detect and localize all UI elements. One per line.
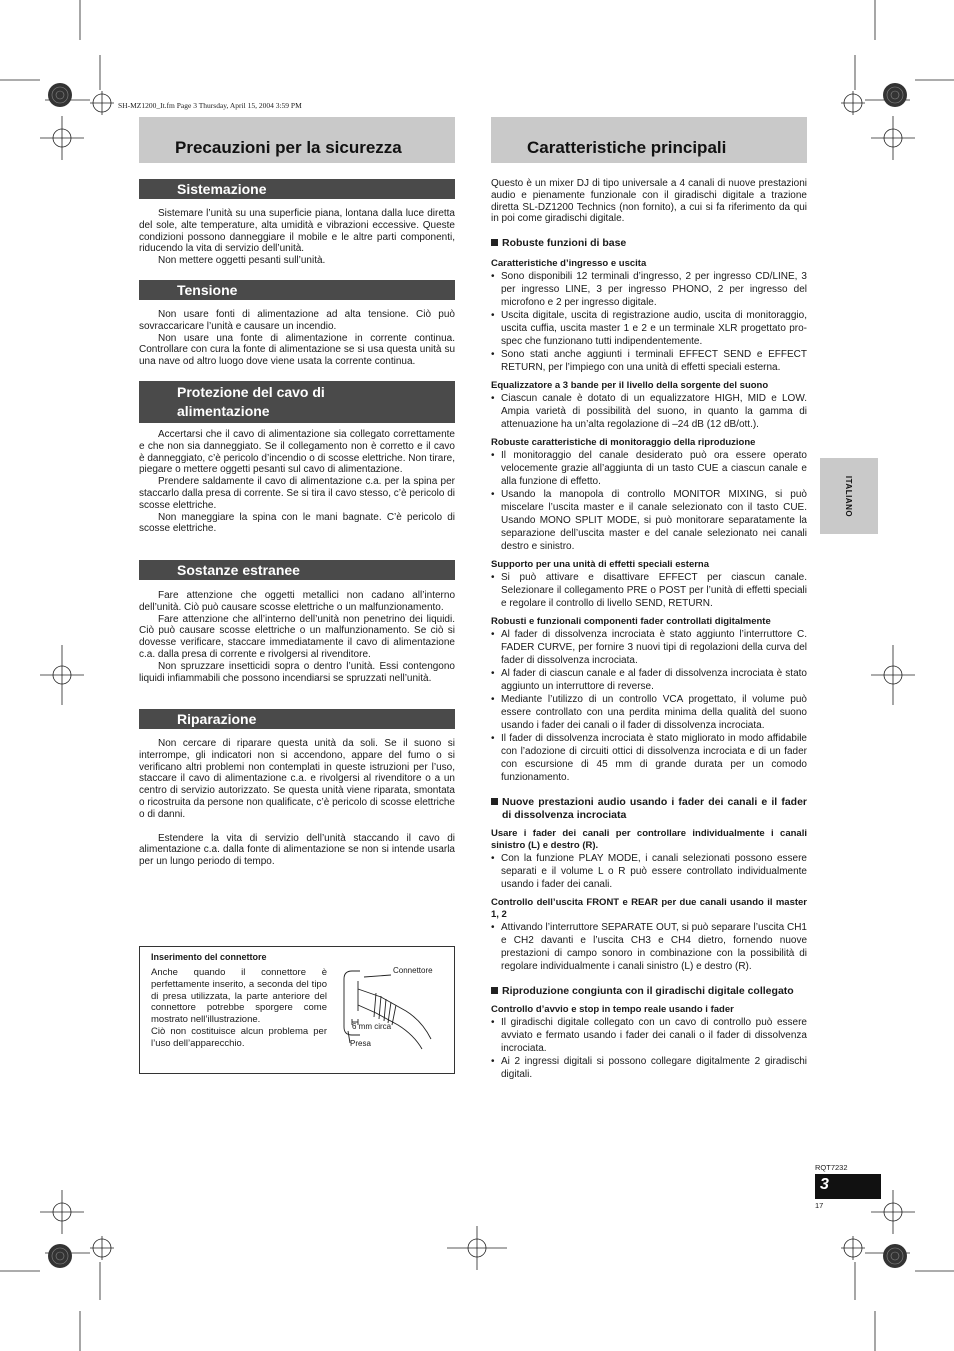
feature-heading-new-audio xyxy=(491,796,807,822)
list-item: • Usando la manopola di controllo MONITOR MIXING, si può miscelare l’uscita master e il canale selezionato con il tasto CUE. Usando MONO SPLIT MODE, si può monitorare separatamente la separazione dell’uscita master e del canale selezionato nei canali destro e sinistro. xyxy=(491,488,807,553)
list-item: • Il giradischi digitale collegato con un cavo di controllo può essere avviato e fermato usando i fader dei canali o il fader di dissolvenza incrociata. xyxy=(491,1016,807,1055)
page-title-safety: Precauzioni per la sicurezza xyxy=(175,138,402,157)
list-item: • Con la funzione PLAY MODE, i canali selezionati possono essere separati e il volume L o R può essere controllato individualmente usando i fader dei canali. xyxy=(491,852,807,891)
language-tab xyxy=(820,458,878,534)
paragraph: Non maneggiare la spina con le mani bagnate. C’è pericolo di scosse elettriche. xyxy=(139,511,455,535)
list-item: • Attivando l’interruttore SEPARATE OUT, si può separare l’uscita CH1 e CH2 davanti e l’uscita CH3 e CH4 dietro, fornendo nuove prestazioni di campo sonoro in combinazione con la possibilità di regolare individualmente i canali sinistro (L) e destro (R). xyxy=(491,921,807,973)
label-socket: Presa xyxy=(350,1039,371,1048)
doc-code: RQT7232 xyxy=(815,1163,848,1172)
section-heading-text: Protezione del cavo di alimentazione xyxy=(177,384,325,419)
paragraph: Estendere la vita di servizio dell’unità staccando il cavo di alimentazione c.a. dalla fonte di alimentazione se non si intende usarla per un lungo periodo di tempo. xyxy=(139,832,455,868)
page-number: 3 xyxy=(820,1176,829,1193)
paragraph: Prendere saldamente il cavo di alimentazione c.a. per la spina per staccarlo dalla presa di corrente. Se si tira il cavo stesso, c’è pericolo di scosse elettriche. xyxy=(139,476,455,511)
subheading-channel-faders: Usare i fader dei canali per controllare individualmente i canali sinistro (L) e destro (R). xyxy=(491,828,807,852)
label-connector: Connettore xyxy=(393,966,433,975)
label-distance: 6 mm circa xyxy=(352,1022,392,1031)
list-item: • Mediante l’utilizzo di un controllo VCA progettato, il volume può essere controllato con una perdita minima della qualità del suono usando i fader dei canali o il fader di dissolvenza incrociata. xyxy=(491,693,807,732)
bullet-square-icon xyxy=(491,987,498,994)
list-item: • Al fader di ciascun canale e al fader di dissolvenza incrociata è stato aggiunto un interruttore di reverse. xyxy=(491,667,807,693)
list-item: • Uscita digitale, uscita di registrazione audio, uscita di monitoraggio, uscita cuffia, uscita master 1 e 2 e un terminale XLR progettato pro-spec che funzionano tutti indipendentemente. xyxy=(491,309,807,348)
features-content xyxy=(491,178,807,1081)
section-body-placement xyxy=(139,208,455,267)
section-heading-cord-protection xyxy=(139,381,455,423)
list-item: • Il fader di dissolvenza incrociata è stato migliorato in modo affidabile con l’adozione di circuiti ottici di dissolvenza incrociata e di un fader con escursione di 45 mm di grande durata per un comodo funzionamento. xyxy=(491,732,807,784)
paragraph: Non mettere oggetti pesanti sull’unità. xyxy=(158,255,326,267)
paragraph: Non cercare di riparare questa unità da soli. Se il suono si interrompe, gli indicatori non si accendono, appare del fumo o si verificano altri problemi non contemplati in queste istruzioni per l’uso, staccare il cavo di alimentazione c.a. e rivolgersi al rivenditore o a un centro di servizio autorizzato. Se questa unità viene riparata, smontata o ricostruita da persone non qualificate, c’è pericolo di scosse elettriche o di danni. xyxy=(139,738,455,820)
feature-heading-text: Riproduzione congiunta con il giradischi digitale collegato xyxy=(502,985,794,998)
feature-heading-basic xyxy=(491,237,807,250)
list-item: • Si può attivare e disattivare EFFECT per ciascun canale. Selezionare il collegamento PRE o POST per l’unità di effetti speciali e regolare il controllo di livello SEND, RETURN. xyxy=(491,571,807,610)
note-text-2: Ciò non costituisce alcun problema per l’uso dell’apparecchio. xyxy=(151,1025,327,1049)
list-item: • Ai 2 ingressi digitali si possono collegare digitalmente 2 giradischi digitali. xyxy=(491,1055,807,1081)
page-title-features: Caratteristiche principali xyxy=(527,138,727,157)
list-item: • Al fader di dissolvenza incrociata è stato aggiunto l’interruttore C. FADER CURVE, per fornire 3 nuovi tipi di regolazioni della curva del fader di dissolvenza incrociata. xyxy=(491,628,807,667)
subheading-monitoring: Robuste caratteristiche di monitoraggio della riproduzione xyxy=(491,437,756,449)
paragraph: Non spruzzare insetticidi sopra o dentro l’unità. Essi contengono liquidi infiammabili che possono incendiarsi se spruzzati nell’unità. xyxy=(139,660,455,684)
paragraph: Sistemare l’unità su una superficie piana, lontana dalla luce diretta del sole, alte temperature, alta umidità e vibrazioni eccessive. Queste condizioni possono danneggiare il mobile e le altre parti componenti, riducendo la vita di servizio dell’unità. xyxy=(139,208,455,255)
language-tab-label: ITALIANO xyxy=(844,475,854,517)
section-heading-repair: Riparazione xyxy=(139,709,455,729)
feature-heading-turntable xyxy=(491,985,807,998)
subheading-faders: Robusti e funzionali componenti fader controllati digitalmente xyxy=(491,616,771,628)
paragraph: Accertarsi che il cavo di alimentazione sia collegato correttamente e che non sia danneggiato. Se il collegamento non è corretto e il cavo è danneggiato, c’è pericolo d’incendio o di scosse elettriche. Non tirare, piegare o mettere oggetti pesanti sul cavo di alimentazione. xyxy=(139,429,455,476)
section-heading-foreign-matter: Sostanze estranee xyxy=(139,560,455,580)
bullet-square-icon xyxy=(491,798,498,805)
list-item: • Sono stati anche aggiunti i terminali EFFECT SEND e EFFECT RETURN, per l’impiego con una unità di effetti speciali esterna. xyxy=(491,348,807,374)
subheading-io: Caratteristiche d’ingresso e uscita xyxy=(491,258,647,270)
note-body xyxy=(151,967,327,1050)
list-effects xyxy=(491,571,807,610)
subheading-front-rear: Controllo dell’uscita FRONT e REAR per due canali usando il master 1, 2 xyxy=(491,897,807,921)
list-item: • Ciascun canale è dotato di un equalizzatore HIGH, MID e LOW. Ampia varietà di possibilità del suono, in quanto la gamma di attenuazione ha un’alta regolazione di –24 dB (12 dB/ott.). xyxy=(491,392,807,431)
subheading-start-stop: Controllo d’avvio e stop in tempo reale usando i fader xyxy=(491,1004,734,1016)
section-body-cord-protection xyxy=(139,429,455,535)
language-tab-label-wrap xyxy=(820,458,878,534)
section-heading-voltage: Tensione xyxy=(139,280,455,300)
list-item: • Il monitoraggio del canale desiderato può ora essere operato velocemente grazie all’aggiunta di un tasto CUE a ciascun canale e alla funzione di effetto. xyxy=(491,449,807,488)
section-body-voltage xyxy=(139,309,455,368)
section-heading-placement: Sistemazione xyxy=(139,179,455,199)
section-body-repair xyxy=(139,738,455,868)
feature-heading-text: Nuove prestazioni audio usando i fader dei canali e il fader di dissolvenza incrociata xyxy=(502,796,807,822)
subheading-effects: Supporto per una unità di effetti speciali esterna xyxy=(491,559,710,571)
list-monitoring xyxy=(491,449,807,553)
list-start-stop xyxy=(491,1016,807,1081)
list-channel-faders xyxy=(491,852,807,891)
list-eq xyxy=(491,392,807,431)
feature-heading-text: Robuste funzioni di base xyxy=(502,237,627,250)
page-number-badge xyxy=(815,1174,881,1199)
section-body-foreign-matter xyxy=(139,590,455,684)
paragraph: Fare attenzione che oggetti metallici non cadano all’interno dell’unità. Ciò può causare scosse elettriche o un malfunzionamento. xyxy=(139,590,455,613)
file-info-header: SH-MZ1200_It.fm Page 3 Thursday, April 15, 2004 3:59 PM xyxy=(118,101,302,110)
sub-page-number: 17 xyxy=(815,1201,824,1210)
connector-note-box xyxy=(139,946,455,1074)
left-title-box xyxy=(139,117,455,163)
bullet-square-icon xyxy=(491,239,498,246)
list-faders xyxy=(491,628,807,784)
paragraph: Non usare una fonte di alimentazione in corrente continua. Controllare con cura la fonte di alimentazione se si usa questa unità su una nave od altro luogo dove viene usata la corrente continua. xyxy=(139,332,455,368)
features-intro: Questo è un mixer DJ di tipo universale a 4 canali di nuove prestazioni audio e pienamente funzionale con il giradischi digitale a trazione diretta SL-DZ1200 Technics (non fornito), a cui si fa riferimento da qui in poi come giradischi digitale. xyxy=(491,178,807,225)
note-title: Inserimento del connettore xyxy=(151,952,267,962)
note-text-1: Anche quando il connettore è perfettamente inserito, a seconda del tipo di presa utilizzata, la parte anteriore del connettore potrebbe sporgere come mostrato nell’illustrazione. xyxy=(151,967,327,1026)
right-title-box xyxy=(491,117,807,163)
list-io xyxy=(491,270,807,374)
subheading-eq: Equalizzatore a 3 bande per il livello della sorgente del suono xyxy=(491,380,769,392)
list-front-rear xyxy=(491,921,807,973)
paragraph: Non usare fonti di alimentazione ad alta tensione. Ciò può sovraccaricare l’unità e causare un incendio. xyxy=(139,309,455,332)
paragraph: Fare attenzione che all’interno dell’unità non penetrino dei liquidi. Ciò può causare scosse elettriche o un malfunzionamento. Se ciò si dovesse verificare, staccare immediatamente il cavo di alimentazione c.a. dalla presa di corrente e rivolgersi al rivenditore. xyxy=(139,613,455,660)
list-item: • Sono disponibili 12 terminali d’ingresso, 2 per ingresso CD/LINE, 3 per ingresso LINE, 3 per ingresso PHONO, 2 per ingresso del microfono e 2 per ingresso digitale. xyxy=(491,270,807,309)
